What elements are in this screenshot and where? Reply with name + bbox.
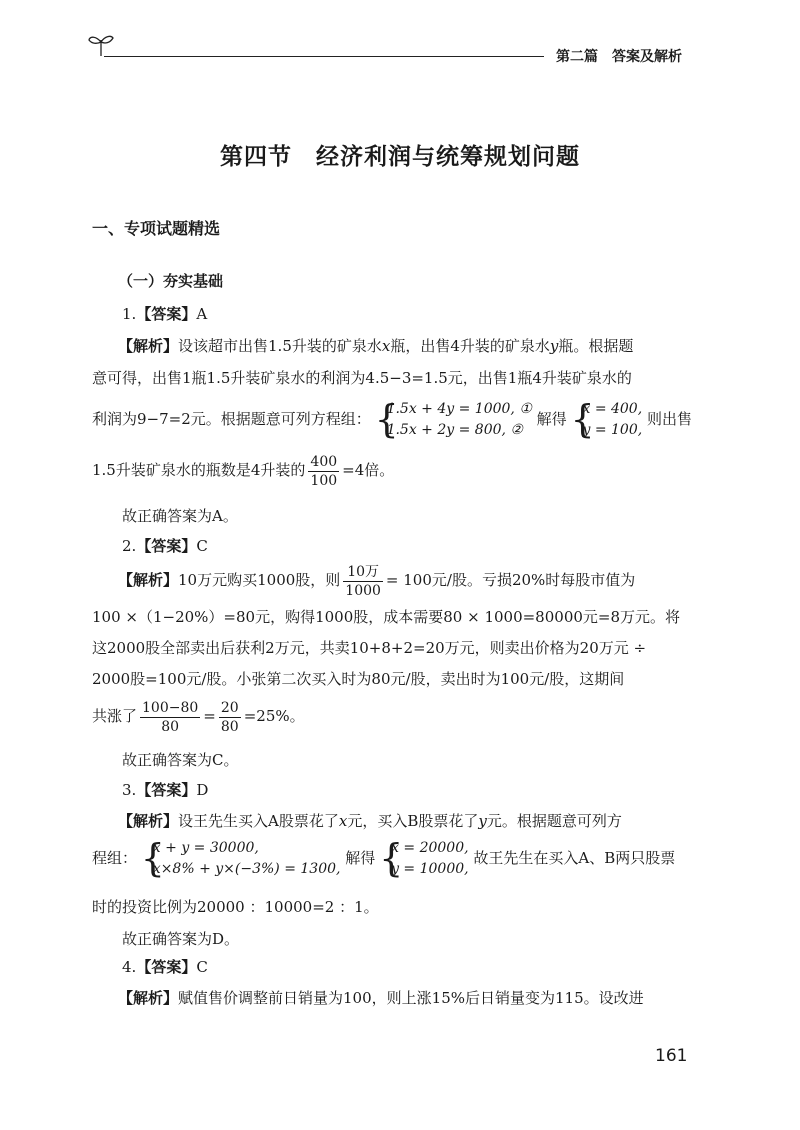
q3-analysis-line3: 时的投资比例为20000 ：10000=2 ：1。	[92, 898, 379, 916]
q3-analysis-line2: 程组： { x + y = 30000, x×8% + y×(−3%) = 1300, 解得 { x = 20000, y = 10000, 故王先生在买入A、B两只股票	[92, 836, 676, 880]
q2-answer-line: 2.【答案】C	[122, 537, 208, 555]
section-title: 第四节 经济利润与统筹规划问题	[220, 144, 580, 170]
header-rule	[104, 56, 544, 57]
header-title: 第二篇 答案及解析	[556, 49, 682, 65]
page-number: 161	[655, 1046, 688, 1066]
q2-analysis-line1: 【解析】10万元购买1000股，则 $\frac{\text{10万}}{1000}$ = 100元/股。亏损20%时每股市值为	[118, 563, 636, 599]
q2-analysis-line3: 这2000股全部卖出后获利2万元，共卖10+8+2=20万元，则卖出价格为20万元 ÷	[92, 639, 647, 657]
q1-analysis-line4: 1.5升装矿泉水的瓶数是4升装的 $\frac{400}{100}$ =4倍。	[92, 453, 395, 489]
q1-equation-system: { 1.5x + 4y = 1000, ① 1.5x + 2y = 800, ②	[374, 397, 532, 441]
q1-analysis-line1: 【解析】设该超市出售1.5升装的矿泉水x瓶，出售4升装的矿泉水y瓶。根据题	[118, 337, 634, 355]
header	[0, 0, 800, 80]
q3-equation-system: { x + y = 30000, x×8% + y×(−3%) = 1300,	[140, 836, 341, 880]
q3-answer-line: 3.【答案】D	[122, 781, 209, 799]
q2-fraction-price: $\frac{\text{10万}}{1000}$	[345, 563, 381, 599]
q3-conclusion: 故正确答案为D。	[122, 930, 240, 948]
q4-analysis-line1: 【解析】赋值售价调整前日销量为100，则上涨15%后日销量变为115。设改进	[118, 989, 644, 1007]
q2-analysis-line5: 共涨了 $\frac{100-80}{80}$ = $\frac{20}{80}$ =25%。	[92, 699, 305, 735]
q2-conclusion: 故正确答案为C。	[122, 751, 239, 769]
q1-fraction: $\frac{400}{100}$	[310, 453, 338, 489]
q1-analysis-line3: 利润为9−7=2元。根据题意可列方程组： { 1.5x + 4y = 1000, ① 1.5x + 2y = 800, ② 解得 { x = 400, y = 100, 则出售	[92, 397, 692, 441]
part-title: 一、专项试题精选	[92, 219, 221, 238]
q1-answer-line: 1.【答案】A	[122, 305, 208, 323]
q3-analysis-line1: 【解析】设王先生买入A股票花了x元，买入B股票花了y元。根据题意可列方	[118, 812, 622, 830]
q1-conclusion: 故正确答案为A。	[122, 507, 238, 525]
q2-analysis-line4: 2000股=100元/股。小张第二次买入时为80元/股，卖出时为100元/股，这期间	[92, 670, 625, 688]
q1-solution-system: { x = 400, y = 100,	[570, 397, 643, 441]
q2-fraction-rise: $\frac{100-80}{80}$	[142, 699, 199, 735]
q2-fraction-simplified: $\frac{20}{80}$	[220, 699, 239, 735]
q4-answer-line: 4.【答案】C	[122, 958, 208, 976]
subpart-title: （一）夯实基础	[118, 272, 224, 290]
q3-solution-system: { x = 20000, y = 10000,	[379, 836, 469, 880]
q2-analysis-line2: 100 ×（1−20%）=80元，购得1000股，成本需要80 × 1000=80000元=8万元。将	[92, 608, 681, 626]
q1-analysis-line2: 意可得，出售1瓶1.5升装矿泉水的利润为4.5−3=1.5元，出售1瓶4升装矿泉水的	[92, 369, 632, 387]
